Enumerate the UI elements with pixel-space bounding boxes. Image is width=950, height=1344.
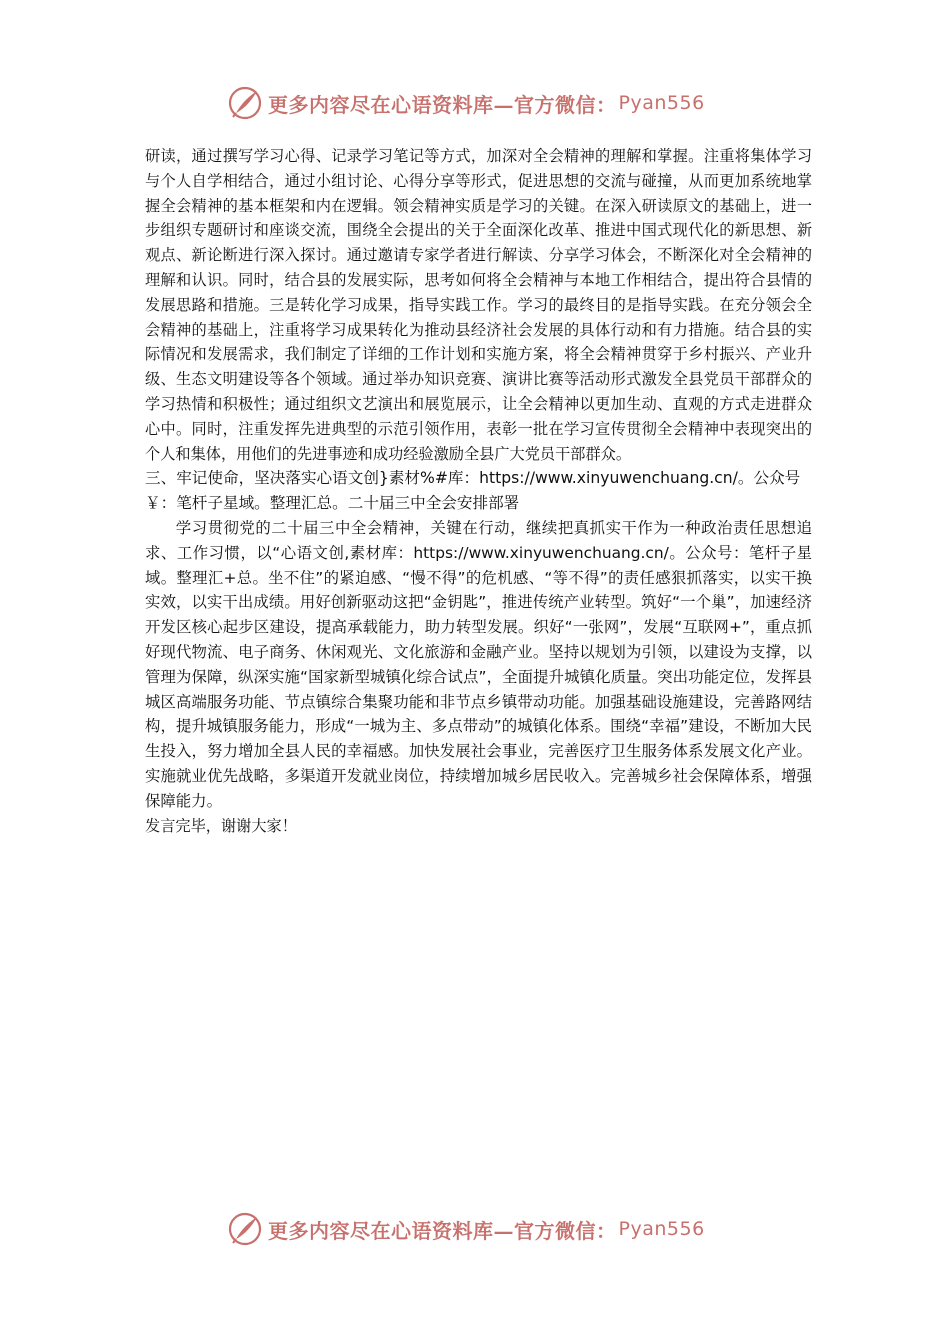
quill-logo-icon [228, 1212, 262, 1246]
watermark-footer [228, 1212, 705, 1246]
watermark-text: 更多内容尽在心语资料库—官方微信： [268, 92, 617, 117]
watermark-wechat-id: Pyan556 [618, 92, 705, 114]
watermark-text: 更多内容尽在心语资料库—官方微信： [268, 1218, 617, 1243]
closing-remark: 发言完毕，谢谢大家！ [145, 816, 297, 835]
paragraph-study-implementation: 研读，通过撰写学习心得、记录学习笔记等方式，加深对全会精神的理解和掌握。注重将集体学习与个人自学相结合，通过小组讨论、心得分享等形式，促进思想的交流与碰撞，从而更加系统地掌握全会精神的基本框架和内在逻辑。领会精神实质是学习的关键。在深入研读原文的基础上，进一步组织专题研讨和座谈交流，围绕全会提出的关于全面深化改革、推进中国式现代化的新思想、新观点、新论断进行深入探讨。通过邀请专家学者进行解读、分享学习体会，不断深化对全会精神的理解和认识。同时，结合县的发展实际，思考如何将全会精神与本地工作相结合，提出符合县情的发展思路和措施。三是转化学习成果，指导实践工作。学习的最终目的是指导实践。在充分领会全会精神的基础上，注重将学习成果转化为推动县经济社会发展的具体行动和有力措施。结合县的实际情况和发展需求，我们制定了详细的工作计划和实施方案，将全会精神贯穿于乡村振兴、产业升级、生态文明建设等各个领域。通过举办知识竞赛、演讲比赛等活动形式激发全县党员干部群众的学习热情和积极性；通过组织文艺演出和展览展示，让全会精神以更加生动、直观的方式走进群众心中。同时，注重发挥先进典型的示范引领作用，表彰一批在学习宣传贯彻全会精神中表现突出的个人和集体，用他们的先进事迹和成功经验激励全县广大党员干部群众。 [145, 147, 812, 463]
watermark-header [228, 86, 705, 120]
section-heading-three: 三、牢记使命，坚决落实心语文创}素材%#库：https://www.xinyuwenchuang.cn/。公众号￥：笔杆子星域。整理汇总。二十届三中全会安排部署 [145, 469, 801, 513]
document-body [145, 144, 812, 838]
paragraph-action-plan: 学习贯彻党的二十届三中全会精神，关键在行动，继续把真抓实干作为一种政治责任思想追求、工作习惯，以“心语文创,素材库：https://www.xinyuwenchuang.cn/。公众号：笔杆子星域。整理汇+总。坐不住”的紧迫感、“慢不得”的危机感、“等不得”的责任感狠抓落实，以实干换实效，以实干出成绩。用好创新驱动这把“金钥匙”，推进传统产业转型。筑好“一个巢”，加速经济开发区核心起步区建设，提高承载能力，助力转型发展。织好“一张网”，发展“互联网+”，重点抓好现代物流、电子商务、休闲观光、文化旅游和金融产业。坚持以规划为引领，以建设为支撑，以管理为保障，纵深实施“国家新型城镇化综合试点”，全面提升城镇化质量。突出功能定位，发挥县城区高端服务功能、节点镇综合集聚功能和非节点乡镇带动功能。加强基础设施建设，完善路网结构，提升城镇服务能力，形成“一城为主、多点带动”的城镇化体系。围绕“幸福”建设，不断加大民生投入，努力增加全县人民的幸福感。加快发展社会事业，完善医疗卫生服务体系发展文化产业。实施就业优先战略，多渠道开发就业岗位，持续增加城乡居民收入。完善城乡社会保障体系，增强保障能力。 [145, 518, 812, 810]
quill-logo-icon [228, 86, 262, 120]
watermark-wechat-id: Pyan556 [618, 1218, 705, 1240]
